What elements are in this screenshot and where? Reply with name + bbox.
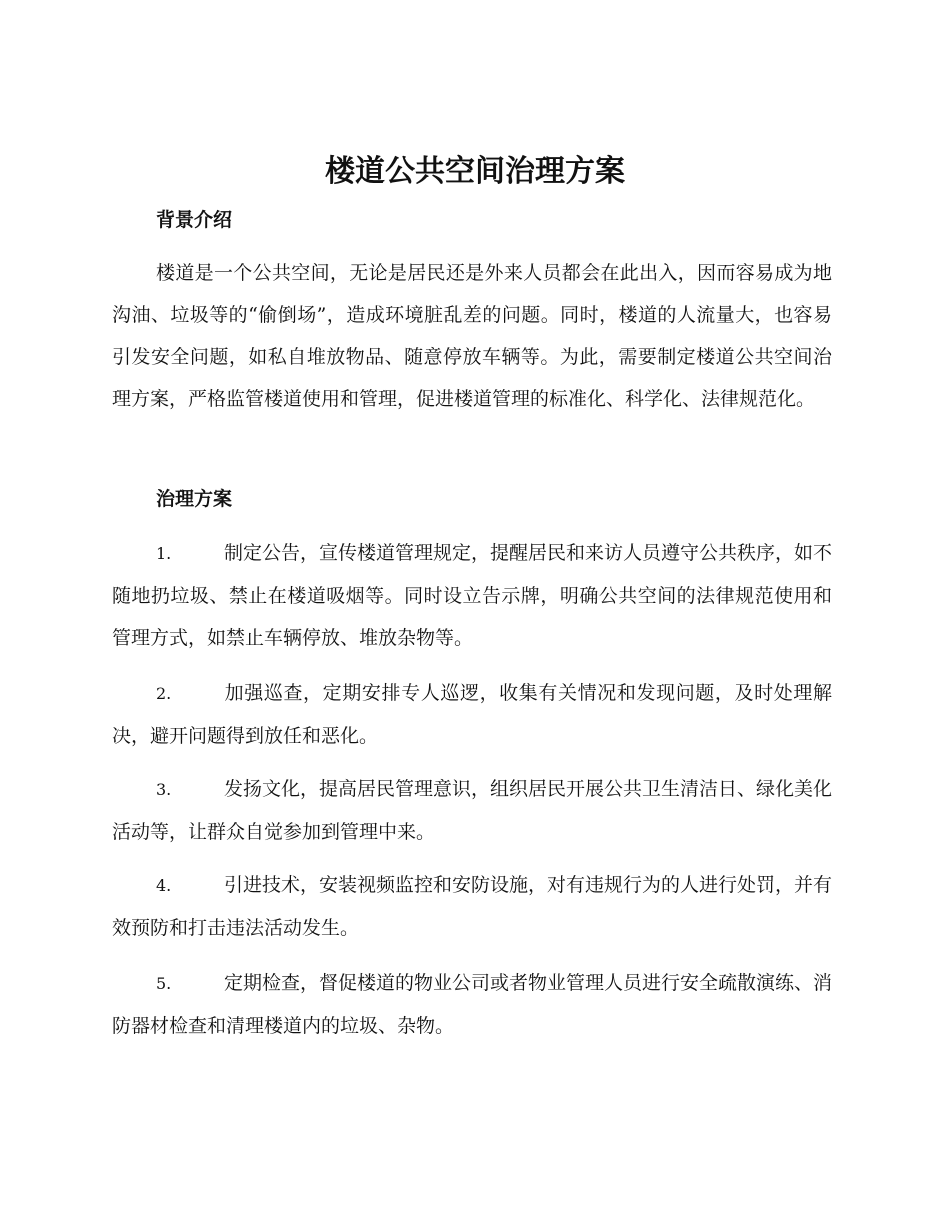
plan-item-text: 加强巡查，定期安排专人巡逻，收集有关情况和发现问题，及时处理解决，避开问题得到放任和恶化。 <box>112 682 832 747</box>
plan-item <box>112 962 832 1047</box>
plan-item-number: 5. <box>156 974 172 993</box>
plan-item <box>112 532 832 659</box>
background-paragraph: 楼道是一个公共空间，无论是居民还是外来人员都会在此出入，因而容易成为地沟油、垃圾等的“偷倒场”，造成环境脏乱差的问题。同时，楼道的人流量大，也容易引发安全问题，如私自堆放物品、随意停放车辆等。为此，需要制定楼道公共空间治理方案，严格监管楼道使用和管理，促进楼道管理的标准化、科学化、法律规范化。 <box>112 262 832 410</box>
document-title: 楼道公共空间治理方案 <box>325 154 625 189</box>
plan-item-text: 制定公告，宣传楼道管理规定，提醒居民和来访人员遵守公共秩序，如不随地扔垃圾、禁止在楼道吸烟等。同时设立告示牌，明确公共空间的法律规范使用和管理方式，如禁止车辆停放、堆放杂物等。 <box>112 542 833 649</box>
plan-item-number: 1. <box>156 544 172 563</box>
section-heading-plan: 治理方案 <box>156 488 233 510</box>
plan-item-number: 4. <box>156 876 172 895</box>
plan-item-text: 发扬文化，提高居民管理意识，组织居民开展公共卫生清洁日、绿化美化活动等，让群众自觉参加到管理中来。 <box>112 778 833 843</box>
plan-item-number: 3. <box>156 780 172 799</box>
section-heading-background: 背景介绍 <box>156 209 233 231</box>
plan-item-number: 2. <box>156 684 172 703</box>
plan-item-text: 定期检查，督促楼道的物业公司或者物业管理人员进行安全疏散演练、消防器材检查和清理楼道内的垃圾、杂物。 <box>112 972 833 1037</box>
plan-item <box>112 864 832 949</box>
plan-item <box>112 672 832 757</box>
plan-item-text: 引进技术，安装视频监控和安防设施，对有违规行为的人进行处罚，并有效预防和打击违法活动发生。 <box>112 874 833 939</box>
plan-item <box>112 768 832 853</box>
